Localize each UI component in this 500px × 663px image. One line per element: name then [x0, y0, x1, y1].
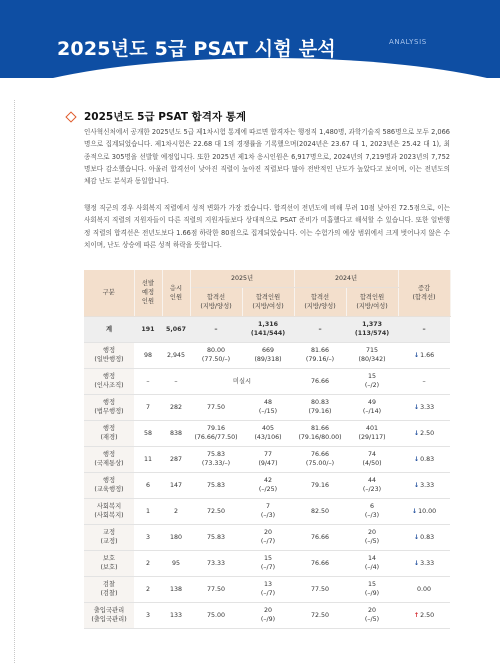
passers-2024-cell: 74 (4/50): [346, 446, 398, 472]
applicants-cell: –: [162, 368, 190, 394]
table-row: [84, 550, 450, 576]
passers-2024-cell: 15 (–/2): [346, 368, 398, 394]
applicants-cell: 2,945: [162, 342, 190, 368]
row-label: 행정 (국제통상): [84, 446, 134, 472]
change-cell: [398, 550, 450, 576]
table-row: [84, 446, 450, 472]
change-cell: [398, 472, 450, 498]
header-applicants: 응시 인원: [162, 270, 190, 316]
applicants-cell: 133: [162, 602, 190, 628]
banner-curve: [0, 58, 500, 78]
row-label: 계: [84, 316, 134, 342]
row-label: 교정 (교정): [84, 524, 134, 550]
passers-2025-cell: 15 (–/7): [242, 550, 294, 576]
planned-cell: –: [134, 368, 162, 394]
table-body: [84, 316, 450, 628]
passers-2024-cell: 6 (–/3): [346, 498, 398, 524]
change-value: 2.50: [420, 429, 435, 437]
planned-cell: 191: [134, 316, 162, 342]
diamond-bullet-icon: [65, 111, 76, 122]
header-planned: 선발 예정 인원: [134, 270, 162, 316]
cutoff-2025-cell: 75.00: [190, 602, 242, 628]
cutoff-2024-cell: 79.16: [294, 472, 346, 498]
margin-divider: [14, 100, 15, 663]
change-value: 3.33: [420, 559, 435, 567]
change-cell: [398, 342, 450, 368]
row-label: 행정 (법무행정): [84, 394, 134, 420]
passers-2025-cell: 13 (–/7): [242, 576, 294, 602]
passers-2024-cell: 49 (–/14): [346, 394, 398, 420]
applicants-cell: 180: [162, 524, 190, 550]
arrow-down-icon: ↓: [413, 481, 420, 489]
arrow-down-icon: ↓: [413, 533, 420, 541]
header-cutoff-2025: 합격선 (지방/양성): [190, 287, 242, 316]
planned-cell: 2: [134, 550, 162, 576]
change-value: –: [422, 377, 426, 385]
passers-2024-cell: 715 (80/342): [346, 342, 398, 368]
row-label: 사회복지 (사회복지): [84, 498, 134, 524]
change-cell: [398, 524, 450, 550]
planned-cell: 98: [134, 342, 162, 368]
planned-cell: 58: [134, 420, 162, 446]
passers-2024-cell: 1,373 (113/574): [346, 316, 398, 342]
not-held-cell: 미실시: [190, 368, 294, 394]
passers-2025-cell: 20 (–/9): [242, 602, 294, 628]
intro-paragraph: 인사혁신처에서 공개한 2025년도 5급 제1차시험 통계에 따르면 합격자는 행정직 1,480명, 과학기술직 586명으로 모두 2,066명으로 집계되었습니다. 제1차시험은 22.68 대 1의 경쟁률을 기록했으며(2024년은 23.67 대 1, 2023년은 25.42 대 1), 최종적으로 305명을 선발할 예정입니다. 또한 2025년 제1차 응시인원은 6,917명으로, 2024년의 7,219명과 2023년의 7,752명보다 감소했습니다. 아울러 합격선이 낮아진 직렬이 높아진 직렬보다 많아 전반적인 난도가 높았다고 보이며, 이는 전년도의 체감 난도 분석과 동일합니다.: [84, 128, 451, 186]
passers-2025-cell: 20 (–/7): [242, 524, 294, 550]
passers-2024-cell: 20 (–/5): [346, 602, 398, 628]
table-row: [84, 498, 450, 524]
change-cell: [398, 420, 450, 446]
cutoff-2024-cell: 76.66: [294, 524, 346, 550]
header-banner: [0, 0, 500, 78]
header-2024: 2024년: [294, 270, 398, 287]
analysis-paragraph: 행정 직군의 경우 사회복지 직렬에서 성적 변화가 가장 컸습니다. 합격선이 전년도에 비해 무려 10점 낮아진 72.5점으로, 이는 사회복지 직렬의 지원자들이 다른 직렬의 지원자들보다 상대적으로 PSAT 준비가 미흡했다고 해석할 수 있습니다. 또한 일반행정 직렬의 합격선은 전년도보다 1.66점 하락한 80점으로 집계되었습니다. 이는 수험가의 예상 범위에서 크게 벗어나지 않은 수치이며, 난도 상승에 따른 성적 하락을 뜻합니다.: [84, 204, 450, 249]
applicants-cell: 5,067: [162, 316, 190, 342]
change-cell: [398, 368, 450, 394]
change-value: 3.33: [420, 481, 435, 489]
arrow-down-icon: ↓: [413, 351, 420, 359]
table-row: [84, 368, 450, 394]
planned-cell: 3: [134, 602, 162, 628]
arrow-down-icon: ↓: [411, 507, 418, 515]
cutoff-2025-cell: 73.33: [190, 550, 242, 576]
passers-2024-cell: 20 (–/5): [346, 524, 398, 550]
cutoff-2025-cell: 75.83: [190, 524, 242, 550]
section-heading: [67, 109, 246, 124]
passers-2025-cell: 7 (–/3): [242, 498, 294, 524]
cutoff-2025-cell: 75.83 (73.33/–): [190, 446, 242, 472]
planned-cell: 7: [134, 394, 162, 420]
arrow-down-icon: ↓: [413, 403, 420, 411]
table-row: [84, 602, 450, 628]
table-row: [84, 472, 450, 498]
planned-cell: 11: [134, 446, 162, 472]
planned-cell: 1: [134, 498, 162, 524]
cutoff-2024-cell: 81.66 (79.16/–): [294, 342, 346, 368]
cutoff-2025-cell: 77.50: [190, 394, 242, 420]
change-cell: [398, 394, 450, 420]
passers-2024-cell: 401 (29/117): [346, 420, 398, 446]
cutoff-2025-cell: 72.50: [190, 498, 242, 524]
applicants-cell: 138: [162, 576, 190, 602]
change-cell: [398, 446, 450, 472]
change-value: 0.00: [417, 585, 432, 593]
arrow-up-icon: ↑: [413, 611, 420, 619]
applicants-cell: 287: [162, 446, 190, 472]
cutoff-2024-cell: 82.50: [294, 498, 346, 524]
passers-2025-cell: 669 (89/318): [242, 342, 294, 368]
row-label: 행정 (교육행정): [84, 472, 134, 498]
change-value: 1.66: [420, 351, 435, 359]
cutoff-2024-cell: 76.66: [294, 550, 346, 576]
applicants-cell: 838: [162, 420, 190, 446]
passers-2025-cell: 405 (43/106): [242, 420, 294, 446]
cutoff-2025-cell: –: [190, 316, 242, 342]
header-passers-2025: 합격인원 (지방/여성): [242, 287, 294, 316]
header-passers-2024: 합격인원 (지방/여성): [346, 287, 398, 316]
change-value: 10.00: [418, 507, 437, 515]
cutoff-2024-cell: 72.50: [294, 602, 346, 628]
change-cell: [398, 576, 450, 602]
applicants-cell: 2: [162, 498, 190, 524]
header-cutoff-2024: 합격선 (지방/양성): [294, 287, 346, 316]
table-row: [84, 342, 450, 368]
applicants-cell: 282: [162, 394, 190, 420]
change-value: 0.83: [420, 533, 435, 541]
cutoff-2025-cell: 77.50: [190, 576, 242, 602]
cutoff-2025-cell: 79.16 (76.66/77.50): [190, 420, 242, 446]
page-title: 2025년도 5급 PSAT 시험 분석: [57, 38, 336, 60]
passers-2024-cell: 15 (–/9): [346, 576, 398, 602]
cutoff-2024-cell: –: [294, 316, 346, 342]
cutoff-2025-cell: 75.83: [190, 472, 242, 498]
change-value: 3.33: [420, 403, 435, 411]
change-cell: [398, 498, 450, 524]
applicants-cell: 147: [162, 472, 190, 498]
row-label: 보호 (보호): [84, 550, 134, 576]
arrow-down-icon: ↓: [413, 455, 420, 463]
planned-cell: 3: [134, 524, 162, 550]
table-row: [84, 524, 450, 550]
row-label: 출입국관리 (출입국관리): [84, 602, 134, 628]
analysis-tag: ANALYSIS: [389, 38, 427, 46]
header-change: 증감 (합격선): [398, 270, 450, 316]
table-row-total: [84, 316, 450, 342]
cutoff-2024-cell: 80.83 (79.16): [294, 394, 346, 420]
cutoff-2024-cell: 81.66 (79.16/80.00): [294, 420, 346, 446]
table-row: [84, 420, 450, 446]
applicants-cell: 95: [162, 550, 190, 576]
change-cell: –: [398, 316, 450, 342]
header-category: 구분: [84, 270, 134, 316]
passers-2024-cell: 44 (–/23): [346, 472, 398, 498]
row-label: 검찰 (검찰): [84, 576, 134, 602]
passers-2024-cell: 14 (–/4): [346, 550, 398, 576]
table-row: [84, 394, 450, 420]
header-2025: 2025년: [190, 270, 294, 287]
passers-2025-cell: 42 (–/25): [242, 472, 294, 498]
cutoff-2024-cell: 76.66 (75.00/–): [294, 446, 346, 472]
change-cell: [398, 602, 450, 628]
cutoff-2024-cell: 77.50: [294, 576, 346, 602]
passers-2025-cell: 77 (9/47): [242, 446, 294, 472]
arrow-down-icon: ↓: [413, 429, 420, 437]
planned-cell: 6: [134, 472, 162, 498]
planned-cell: 2: [134, 576, 162, 602]
change-value: 0.83: [420, 455, 435, 463]
arrow-down-icon: ↓: [413, 559, 420, 567]
passers-2025-cell: 48 (–/15): [242, 394, 294, 420]
cutoff-2024-cell: 76.66: [294, 368, 346, 394]
cutoff-2025-cell: 80.00 (77.50/–): [190, 342, 242, 368]
passers-2025-cell: 1,316 (141/544): [242, 316, 294, 342]
passers-statistics-table: [84, 270, 451, 629]
change-value: 2.50: [420, 611, 435, 619]
section-title: 2025년도 5급 PSAT 합격자 통계: [84, 111, 247, 123]
row-label: 행정 (인사조직): [84, 368, 134, 394]
table-row: [84, 576, 450, 602]
row-label: 행정 (재경): [84, 420, 134, 446]
row-label: 행정 (일반행정): [84, 342, 134, 368]
